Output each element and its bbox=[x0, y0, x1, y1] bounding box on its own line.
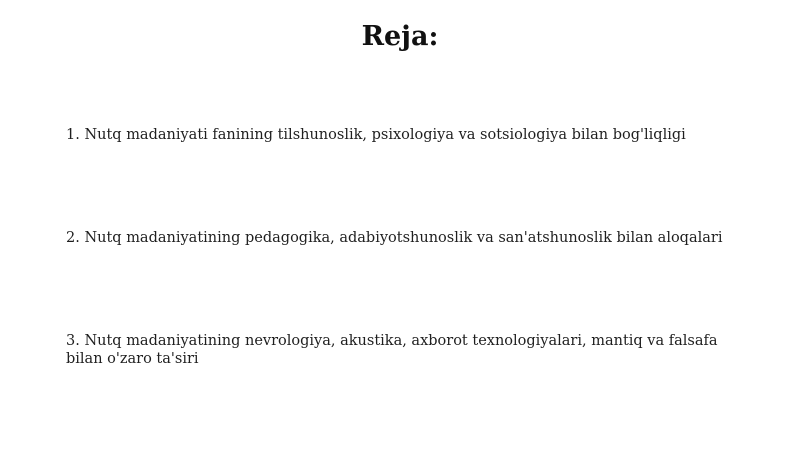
plan-item-3: 3. Nutq madaniyatining nevrologiya, akustika, axborot texnologiyalari, mantiq va falsafa bilan o'zaro ta'siri bbox=[66, 333, 718, 367]
plan-item-2: 2. Nutq madaniyatining pedagogika, adabiyotshunoslik va san'atshunoslik bilan aloqalari bbox=[66, 230, 723, 246]
slide-title: Reja: bbox=[361, 21, 439, 52]
plan-item-1: 1. Nutq madaniyati fanining tilshunoslik, psixologiya va sotsiologiya bilan bog'liqligi bbox=[66, 127, 686, 143]
